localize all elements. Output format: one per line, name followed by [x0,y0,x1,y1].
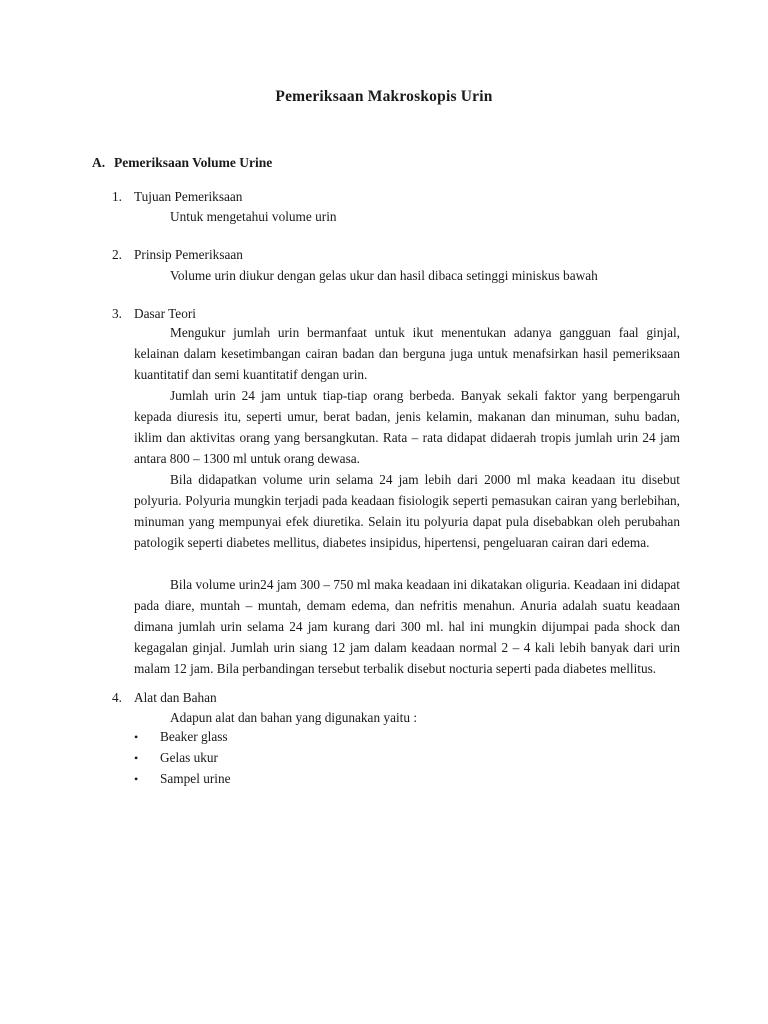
list-body-1: Untuk mengetahui volume urin [170,209,337,224]
section-heading-a [92,153,272,172]
list-item-2 [112,244,243,265]
list-label-2: Prinsip Pemeriksaan [134,247,243,262]
bullet-label: Sampel urine [160,771,231,786]
list-label-4: Alat dan Bahan [134,690,217,705]
paragraph-1: Mengukur jumlah urin bermanfaat untuk ikut menentukan adanya gangguan faal ginjal, kelainan dalam kesetimbangan cairan badan dan berguna juga untuk menafsirkan hasil pemeriksaan kuantitatif dan semi kuantitatif dengan urin. [134,325,680,382]
list-item [134,747,218,769]
bullet-icon: • [134,730,139,744]
list-body-2: Volume urin diukur dengan gelas ukur dan hasil dibaca setinggi miniskus bawah [170,268,598,283]
list-marker-4: 4. [112,690,122,705]
page-title: Pemeriksaan Makroskopis Urin [275,88,493,105]
list-label-1: Tujuan Pemeriksaan [134,189,243,204]
bullet-icon: • [134,751,139,765]
list-marker-1: 1. [112,189,122,204]
list-label-3: Dasar Teori [134,306,196,321]
list-item-3 [112,303,196,324]
list-item-1 [112,186,242,207]
list-body-4: Adapun alat dan bahan yang digunakan yaitu : [170,710,418,725]
list-item [134,768,231,790]
paragraph-3: Bila didapatkan volume urin selama 24 jam lebih dari 2000 ml maka keadaan itu disebut polyuria. Polyuria mungkin terjadi pada keadaan fisiologik seperti pemasukan cairan yang berlebihan, minuman yang mempunyai efek diuretika. Selain itu polyuria dapat pula disebabkan oleh perubahan patologik seperti diabetes mellitus, diabetes insipidus, hipertensi, pengeluaran cairan dari edema. [134,472,680,550]
paragraph-2: Jumlah urin 24 jam untuk tiap-tiap orang berbeda. Banyak sekali faktor yang berpengaruh kepada diuresis itu, seperti umur, berat badan, jenis kelamin, makanan dan minuman, suhu badan, iklim dan aktivitas orang yang bersangkutan. Rata – rata didapat didaerah tropis jumlah urin 24 jam antara 800 – 1300 ml untuk orang dewasa. [134,388,680,466]
bullet-label: Beaker glass [160,729,228,744]
list-marker-3: 3. [112,306,122,321]
section-label-a: Pemeriksaan Volume Urine [114,155,273,170]
bullet-icon: • [134,772,139,786]
list-marker-2: 2. [112,247,122,262]
bullet-label: Gelas ukur [160,750,218,765]
list-item-4 [112,687,217,708]
section-marker-a: A. [92,155,106,170]
list-item [134,726,228,748]
paragraph-4: Bila volume urin24 jam 300 – 750 ml maka keadaan ini dikatakan oliguria. Keadaan ini didapat pada diare, muntah – muntah, demam edema, dan nefritis menahun. Anuria adalah suatu keadaan dimana jumlah urin selama 24 jam kurang dari 300 ml. hal ini mungkin dijumpai pada shock dan kegagalan ginjal. Jumlah urin siang 12 jam dalam keadaan normal 2 – 4 kali lebih banyak dari urin malam 12 jam. Bila perbandingan tersebut terbalik disebut nocturia seperti pada diabetes mellitus. [134,577,680,676]
